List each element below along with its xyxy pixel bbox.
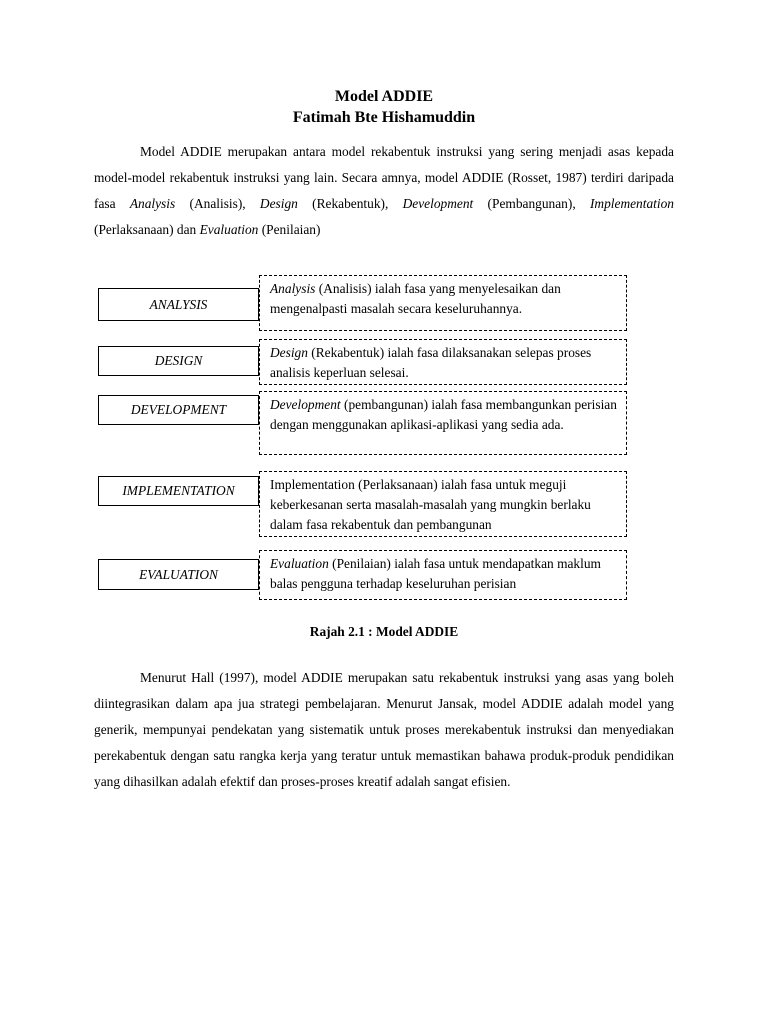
phase-desc-text-implementation: Implementation (Perlaksanaan) ialah fasa untuk meguji keberkesanan serta masalah-masalah yang mungkin berlaku dalam fasa rekabentuk dan pembangunan — [270, 477, 591, 532]
phase-term-evaluation: Evaluation — [270, 556, 329, 571]
phase-term-development: Development — [270, 397, 341, 412]
body-paragraph: Menurut Hall (1997), model ADDIE merupakan satu rekabentuk instruksi yang asas yang boleh diintegrasikan dalam apa jua strategi pembelajaran. Menurut Jansak, model ADDIE adalah model yang generik, mempunyai pendekatan yang sistematik untuk proses merekabentuk instruksi dan menyediakan perekabentuk dengan satu rangka kerja yang teratur untuk memastikan bahawa produk-produk pendidikan yang dihasilkan adalah efektif dan proses-proses kreatif adalah sangat efisien. — [94, 670, 674, 789]
intro-text-4: (Pembangunan), — [473, 196, 590, 211]
phase-desc-text-evaluation: (Penilaian) ialah fasa untuk mendapatkan maklum balas pengguna terhadap keseluruhan perisian — [270, 556, 601, 591]
intro-term-design: Design — [259, 196, 298, 211]
intro-term-development: Development — [402, 196, 474, 211]
phase-desc-text-development: (pembangunan) ialah fasa membangunkan perisian dengan menggunakan aplikasi-aplikasi yang sedia ada. — [270, 397, 617, 432]
phase-label-evaluation: EVALUATION — [98, 559, 259, 590]
phase-desc-development — [259, 391, 627, 455]
phase-term-design: Design — [270, 345, 308, 360]
intro-paragraph — [94, 139, 674, 243]
intro-text-5: (Perlaksanaan) dan — [94, 222, 200, 237]
phase-desc-implementation — [259, 471, 627, 537]
phase-desc-text-design: (Rekabentuk) ialah fasa dilaksanakan selepas proses analisis keperluan selesai. — [270, 345, 592, 380]
document-author: Fatimah Bte Hishamuddin — [292, 109, 476, 126]
phase-label-development: DEVELOPMENT — [98, 395, 259, 425]
intro-term-implementation: Implementation — [589, 196, 674, 211]
intro-text-2: (Analisis), — [175, 196, 260, 211]
phase-term-analysis: Analysis — [270, 281, 316, 296]
phase-desc-evaluation — [259, 550, 627, 600]
phase-label-implementation: IMPLEMENTATION — [98, 476, 259, 506]
document-title: Model ADDIE — [334, 88, 434, 105]
phase-label-design: DESIGN — [98, 346, 259, 376]
intro-term-analysis: Analysis — [129, 196, 176, 211]
intro-text-6: (Penilaian) — [258, 222, 321, 237]
phase-desc-analysis — [259, 275, 627, 331]
intro-text-1: Model ADDIE merupakan antara model rekabentuk instruksi yang sering menjadi asas kepada model-model rekabentuk instruksi yang lain. Secara amnya, model ADDIE (Rosset, 1987) terdiri daripada fasa — [94, 144, 674, 211]
intro-term-evaluation: Evaluation — [199, 222, 259, 237]
figure-caption: Rajah 2.1 : Model ADDIE — [309, 624, 459, 639]
intro-text-3: (Rekabentuk), — [297, 196, 403, 211]
phase-label-analysis: ANALYSIS — [98, 288, 259, 321]
phase-desc-text-analysis: (Analisis) ialah fasa yang menyelesaikan dan mengenalpasti masalah secara keseluruhannya. — [270, 281, 561, 316]
phase-desc-design — [259, 339, 627, 385]
